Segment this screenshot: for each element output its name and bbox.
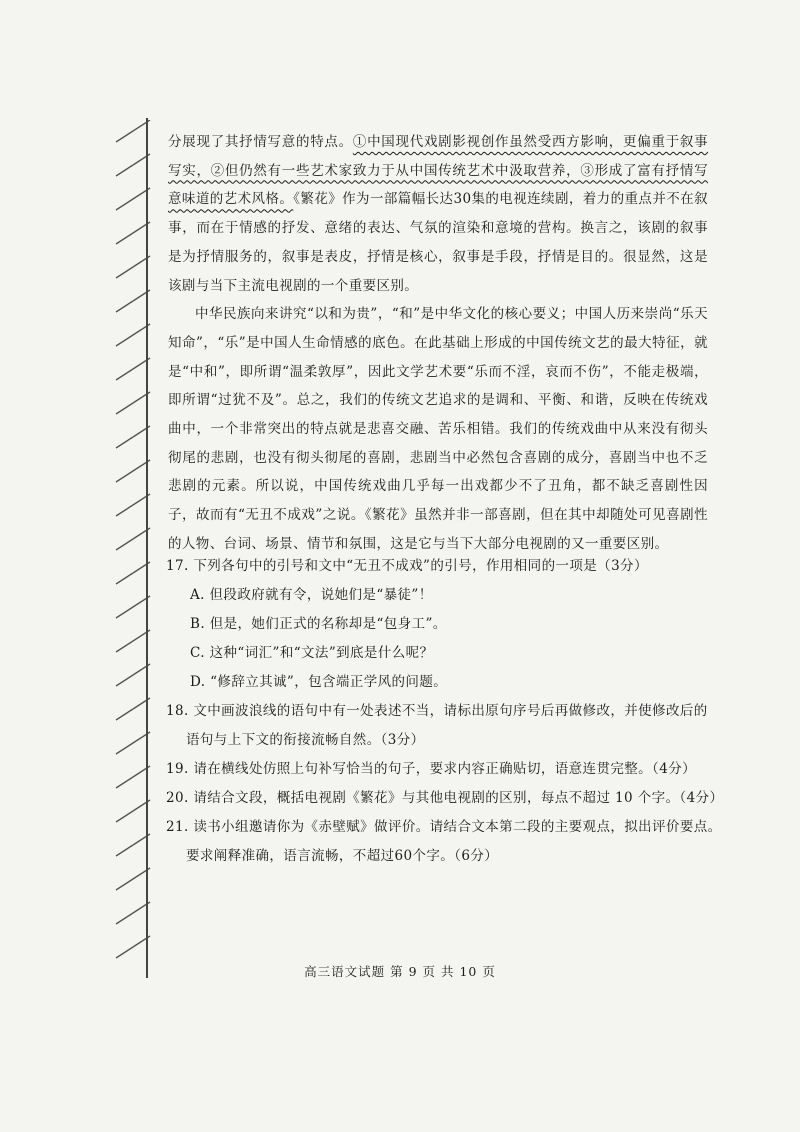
passage-text: 《繁花》作为一部篇幅长达30集的电视连续剧，着力的重点并不在叙事，而在于情感的抒发、意绪的表达、气氛的渲染和意境的营构。换言之，该剧的叙事是为抒情服务的，叙事是表皮，抒情是核心，叙事是手段，抒情是目的。很显然，这是该剧与当下主流电视剧的一个重要区别。 bbox=[168, 191, 708, 294]
question-18-continued: 语句与上下文的衔接流畅自然。（3分） bbox=[186, 732, 425, 748]
question-21-continued: 要求阐释准确，语言流畅，不超过60个字。（6分） bbox=[186, 848, 499, 864]
passage-paragraph-1 bbox=[168, 128, 708, 300]
binding-margin-marks bbox=[110, 120, 160, 1000]
binding-line bbox=[146, 118, 148, 978]
page-footer: 高三语文试题 第 9 页 共 10 页 bbox=[304, 964, 496, 979]
question-17-option-d: D. “修辞立其诚”，包含端正学风的问题。 bbox=[190, 674, 448, 690]
question-17-option-c: C. 这种“词汇”和“文法”到底是什么呢？ bbox=[190, 645, 434, 661]
question-20: 20. 请结合文段，概括电视剧《繁花》与其他电视剧的区别，每点不超过 10 个字。（4分） bbox=[166, 790, 724, 806]
reading-passage bbox=[168, 128, 708, 559]
question-17: 17. 下列各句中的引号和文中“无丑不成戏”的引号，作用相同的一项是（3分） bbox=[166, 558, 648, 574]
passage-paragraph-2: 中华民族向来讲究“以和为贵”，“和”是中华文化的核心要义；中国人历来崇尚“乐天知命”，“乐”是中国人生命情感的底色。在此基础上形成的中国传统文艺的最大特征，就是“中和”，即所谓“温柔敦厚”，因此文学艺术要“乐而不淫，哀而不伤”，不能走极端，即所谓“过犹不及”。总之，我们的传统文艺追求的是调和、平衡、和谐，反映在传统戏曲中，一个非常突出的特点就是悲喜交融、苦乐相错。我们的传统戏曲中从来没有彻头彻尾的悲剧，也没有彻头彻尾的喜剧，悲剧当中必然包含喜剧的成分，喜剧当中也不乏悲剧的元素。所以说，中国传统戏曲几乎每一出戏都少不了丑角，都不缺乏喜剧性因子，故而有“无丑不成戏”之说。《繁花》虽然并非一部喜剧，但在其中却随处可见喜剧性的人物、台词、场景、情节和氛围，这是它与当下大部分电视剧的又一重要区别。 bbox=[168, 306, 708, 552]
question-18: 18. 文中画波浪线的语句中有一处表述不当，请标出原句序号后再做修改，并使修改后的 bbox=[166, 703, 708, 719]
question-17-option-a: A. 但段政府就有令，说她们是“暴徒”！ bbox=[190, 587, 433, 603]
question-17-option-b: B. 但是，她们正式的名称却是“包身工”。 bbox=[190, 616, 447, 632]
question-19: 19. 请在横线处仿照上句补写恰当的句子，要求内容正确贴切，语意连贯完整。（4分） bbox=[166, 761, 696, 777]
wavy-underlined-sentence: ①中国现代戏剧影视创作虽然受西方影响，更偏重于叙事写实，②但仍然有一些艺术家致力于从中国传统艺术中汲取营养，③形成了富有抒情写意味道的艺术风格。 bbox=[168, 134, 709, 208]
passage-text: 分展现了其抒情写意的特点。 bbox=[168, 134, 353, 150]
question-list bbox=[166, 552, 726, 871]
question-21: 21. 读书小组邀请你为《赤壁赋》做评价。请结合文本第二段的主要观点，拟出评价要点。 bbox=[166, 819, 722, 835]
